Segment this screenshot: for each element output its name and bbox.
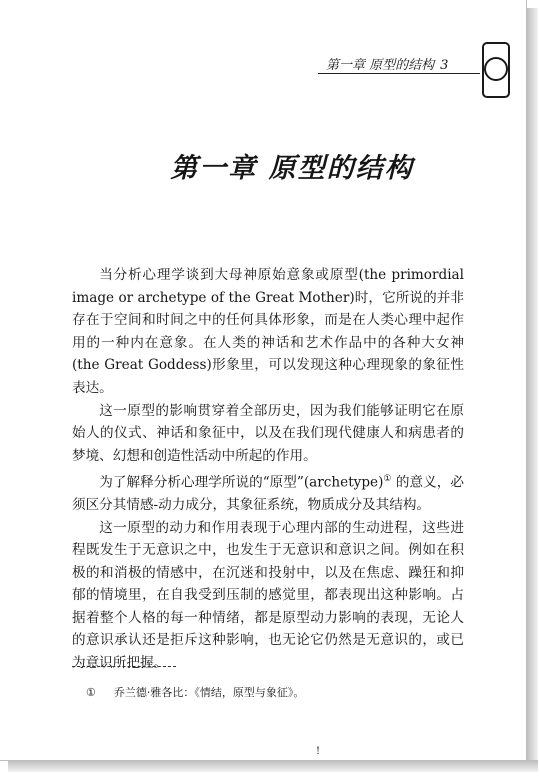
body-text	[72, 264, 464, 675]
page-shadow-right	[526, 8, 538, 768]
page-shadow-bottom	[8, 760, 538, 772]
chapter-title: 第一章 原型的结构	[170, 153, 414, 184]
paragraph-1: 当分析心理学谈到大母神原始意象或原型(the primordial image or archetype of the Great Mother)时，它所说的并非存在于空间和时间之中的任何具体形象，而是在人类心理中起作用的一种内在意象。在人类的神话和艺术作品中的各种大女神(the Great Goddess)形象里，可以发现这种心理现象的象征性表达。	[72, 267, 464, 396]
running-header	[326, 54, 448, 73]
footnote-rule	[72, 666, 176, 667]
header-page-number: 3	[440, 58, 449, 73]
header-rule	[318, 73, 480, 74]
footnote-reference: ①	[383, 473, 392, 484]
footnote-text: 乔兰德·雅各比：《情结，原型与象征》。	[113, 686, 305, 699]
paragraph-4: 这一原型的动力和作用表现于心理内部的生动进程，这些进程既发生于无意识之中，也发生于无意识和意识之间。例如在积极的和消极的情感中，在沉迷和投射中，以及在焦虑、躁狂和抑郁的情境里，在自我受到压制的感觉里，都表现出这种影响。占据着整个人格的每一种情绪，都是原型动力影响的表现，无论人的意识承认还是拒斥这种影响，也无论它仍然是无意识的，或已为意识所把握。	[72, 519, 464, 671]
footnote-mark: ①	[86, 686, 96, 699]
running-title: 第一章 原型的结构	[326, 58, 435, 73]
paragraph-2: 这一原型的影响贯穿着全部历史，因为我们能够证明它在原始人的仪式、神话和象征中，以及在我们现代健康人和病患者的梦境、幻想和创造性活动中所起的作用。	[72, 402, 464, 464]
paragraph-3-tail: 的意义，必须区分其情感-动力成分，其象征系统，物质成分及其结构。	[72, 474, 464, 513]
page-bottom-mark: !	[316, 746, 321, 757]
paragraph-3-head: 为了解释分析心理学所说的“原型”(archetype)	[99, 474, 384, 491]
paragraph-3	[72, 468, 464, 517]
footnote	[86, 684, 304, 700]
thumb-tab-ring-icon	[484, 57, 508, 81]
